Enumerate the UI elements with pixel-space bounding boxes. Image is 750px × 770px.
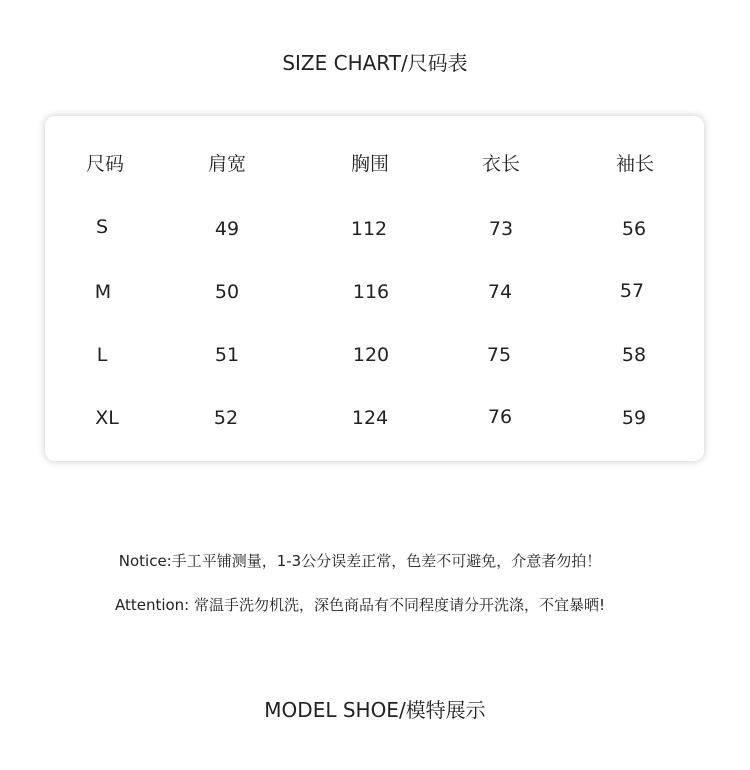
- row-m-size: M: [94, 281, 112, 303]
- row-l-shoulder: 51: [214, 344, 240, 366]
- size-chart-title: SIZE CHART/尺码表: [282, 51, 468, 75]
- size-table: [45, 116, 704, 461]
- row-s-chest: 112: [350, 218, 388, 240]
- row-l-chest: 120: [352, 344, 390, 366]
- header-chest: 胸围: [350, 153, 389, 175]
- header-length: 衣长: [481, 153, 520, 175]
- notice-text: Notice:手工平铺测量，1-3公分误差正常，色差不可避免，介意者勿拍！: [118, 552, 602, 570]
- model-show-title: MODEL SHOE/模特展示: [264, 698, 486, 722]
- row-l-sleeve: 58: [621, 344, 647, 366]
- header-shoulder: 肩宽: [207, 153, 246, 175]
- row-s-size: S: [95, 216, 109, 238]
- row-xl-size: XL: [95, 407, 119, 429]
- row-s-length: 73: [488, 218, 514, 240]
- row-xl-length: 76: [487, 406, 513, 428]
- row-m-length: 74: [487, 281, 513, 303]
- row-xl-chest: 124: [351, 407, 389, 429]
- row-l-length: 75: [486, 344, 512, 366]
- row-l-size: L: [96, 344, 108, 366]
- row-xl-sleeve: 59: [621, 407, 647, 429]
- row-m-sleeve: 57: [619, 280, 645, 302]
- attention-text: Attention: 常温手洗勿机洗，深色商品有不同程度请分开洗涤，不宜暴晒!: [114, 596, 606, 614]
- row-xl-shoulder: 52: [213, 407, 239, 429]
- header-sleeve: 袖长: [615, 153, 654, 175]
- row-m-chest: 116: [352, 281, 390, 303]
- row-m-shoulder: 50: [214, 281, 240, 303]
- header-size: 尺码: [85, 153, 124, 175]
- row-s-sleeve: 56: [621, 218, 647, 240]
- row-s-shoulder: 49: [214, 218, 240, 240]
